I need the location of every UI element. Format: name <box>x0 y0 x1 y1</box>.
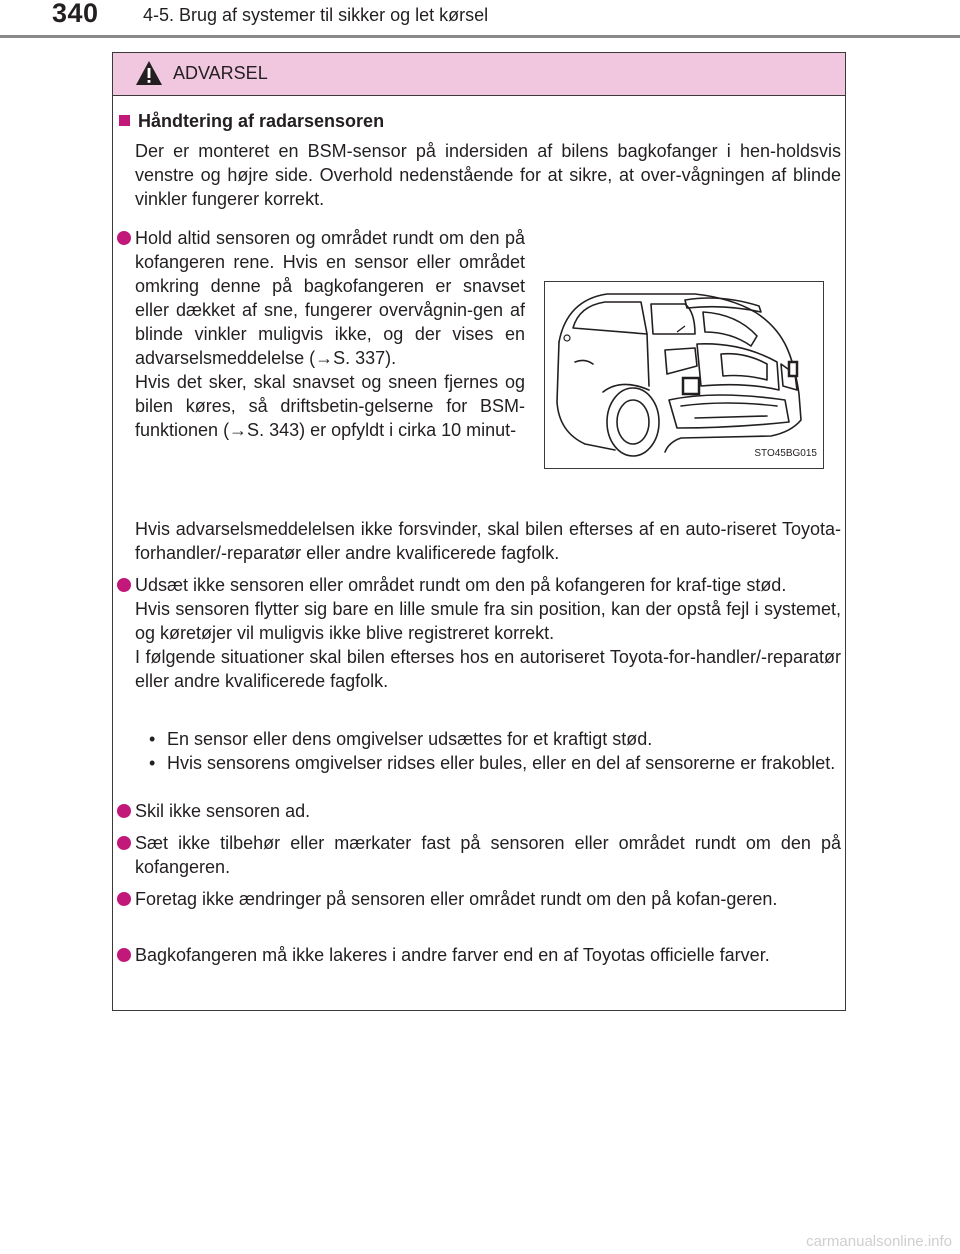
bullet-text: Hvis sensoren flytter sig bare en lille smule fra sin position, kan der opstå fejl i systemet, og køretøjer vil muligvis ikke blive registreret korrekt. <box>135 599 841 643</box>
bullet-text: Sæt ikke tilbehør eller mærkater fast på sensoren eller området rundt om den på kofangeren. <box>135 833 841 877</box>
sub-item-text: Hvis sensorens omgivelser ridses eller bules, eller en del af sensorerne er frakoblet. <box>167 753 836 773</box>
watermark: carmanualsonline.info <box>806 1233 952 1250</box>
warning-label: ADVARSEL <box>173 63 268 83</box>
page-number: 340 <box>52 0 99 28</box>
chapter-title: 4-5. Brug af systemer til sikker og let kørsel <box>143 5 489 25</box>
sub-list <box>149 727 839 775</box>
warning-box <box>112 52 846 1011</box>
warning-triangle-icon <box>134 59 164 87</box>
bullet-item <box>117 226 525 442</box>
bullet-text: Bagkofangeren må ikke lakeres i andre farver end en af Toyotas officielle farver. <box>135 945 770 965</box>
bullet-item <box>117 831 841 879</box>
sub-list-item <box>149 727 839 751</box>
sub-list-item <box>149 751 839 775</box>
bullet-text: Foretag ikke ændringer på sensoren eller området rundt om den på kofan-geren. <box>135 889 778 909</box>
bullet-item <box>117 799 841 823</box>
sub-bullet-icon: • <box>149 753 156 773</box>
bullet-text: I følgende situationer skal bilen efterses hos en autoriseret Toyota-for-handler/-reparatør eller andre kvalificerede fagfolk. <box>135 647 841 691</box>
figure-code: STO45BG015 <box>754 448 817 459</box>
bullet-dot-icon <box>117 231 131 245</box>
warning-header <box>113 53 845 96</box>
bullet-text: Skil ikke sensoren ad. <box>135 801 311 821</box>
intro-paragraph: Der er monteret en BSM-sensor på indersiden af bilens bagkofanger i hen-holdsvis venstre og højre side. Overhold nedenstående for at sikre, at over-vågningen af blinde vinkler fungerer korrekt. <box>135 141 841 209</box>
section-title-text: Håndtering af radarsensoren <box>138 111 385 131</box>
section-square-icon <box>119 115 130 126</box>
bullet-dot-icon <box>117 836 131 850</box>
bullet-text: Udsæt ikke sensoren eller området rundt om den på kofangeren for kraf-tige stød. <box>135 575 787 595</box>
sub-item-text: En sensor eller dens omgivelser udsættes for et kraftigt stød. <box>167 729 653 749</box>
bullet-text: Hvis det sker, skal snavset og sneen fjernes og bilen køres, så driftsbetin-gelserne for BSM-funktionen (→S. 343) er opfyldt i cirka 10 minut- <box>135 372 525 440</box>
sub-bullet-icon: • <box>149 729 156 749</box>
car-figure <box>544 281 824 469</box>
bullet-dot-icon <box>117 948 131 962</box>
car-rear-illustration <box>545 282 822 467</box>
section-title <box>119 109 384 133</box>
bullet-item <box>117 887 841 911</box>
bullet-dot-icon <box>117 892 131 906</box>
bullet-item <box>117 943 841 967</box>
bullet-text: Hold altid sensoren og området rundt om den på kofangeren rene. Hvis en sensor eller området omkring denne på bagkofangeren er snavset eller dækket af sne, fungerer overvågnin-gen af blinde vinkler muligvis ikke, og der vises en advarselsmeddelelse (→S. 337). <box>135 228 525 368</box>
bullet-continuation: Hvis advarselsmeddelelsen ikke forsvinder, skal bilen efterses af en auto-riseret Toyota-forhandler/-reparatør eller andre kvalificerede fagfolk. <box>135 519 841 563</box>
bullet-item <box>117 573 841 693</box>
bullet-dot-icon <box>117 578 131 592</box>
header-divider <box>0 35 960 38</box>
bullet-dot-icon <box>117 804 131 818</box>
